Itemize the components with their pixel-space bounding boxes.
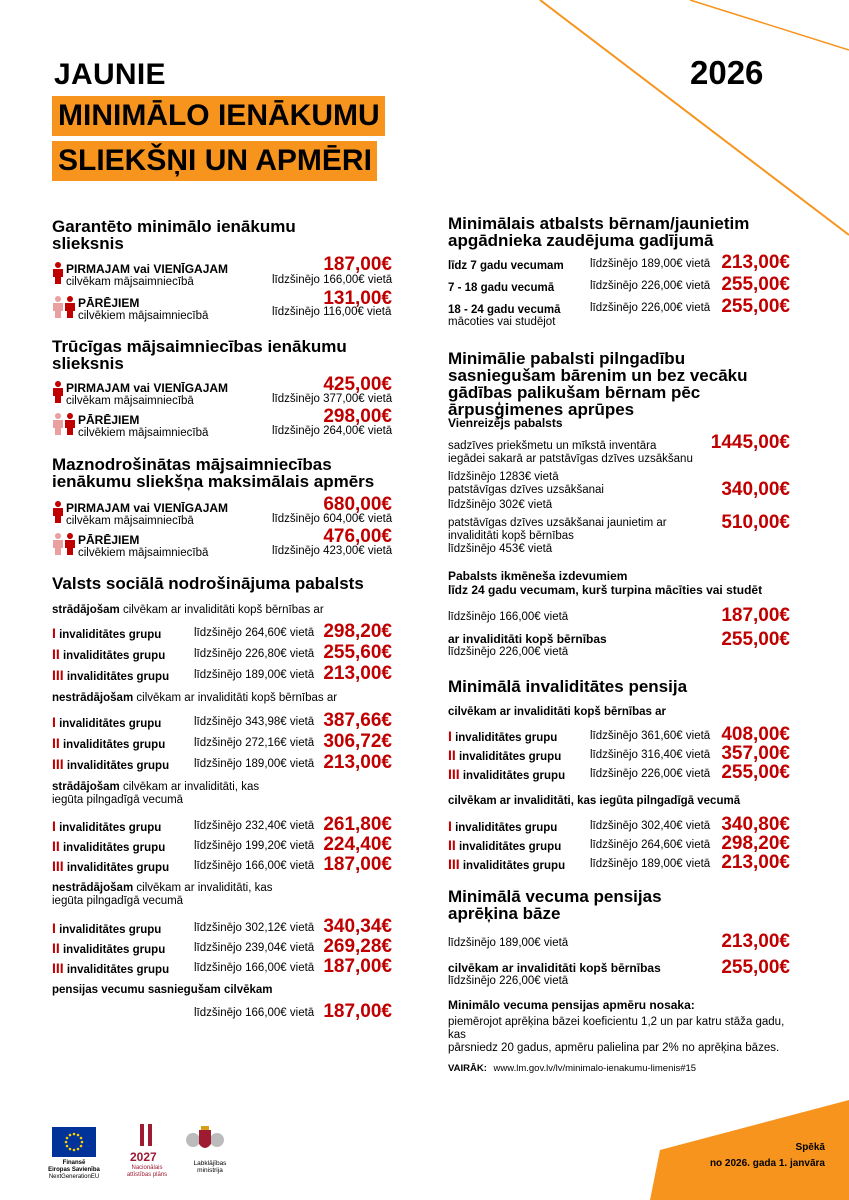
table-row: III invaliditātes grupu līdzšinējo 189,00€ vietā 213,00€ [52, 752, 392, 773]
disability-pension-group1-heading: cilvēkam ar invaliditāti kopš bērnības ar [448, 706, 666, 718]
person-icon [52, 501, 64, 528]
orphan-monthly1-value: 187,00€ [721, 605, 790, 626]
social-title: Valsts sociālā nodrošinājuma pabalsts [52, 574, 364, 593]
guaranteed-first: PIRMAJAM vai VIENĪGAJAM cilvēkam mājsaimniecībā [66, 262, 229, 288]
people-icon [52, 296, 76, 323]
orphan-item2-value: 340,00€ [721, 479, 790, 500]
table-row: II invaliditātes grupu līdzšinējo 199,20€ vietā 224,40€ [52, 834, 392, 855]
lowincome-first-value: 680,00€ [323, 494, 392, 515]
orphan-monthly-title: Pabalsts ikmēneša izdevumiem līdz 24 gadu vecumam, kurš turpina mācīties vai studēt [448, 569, 763, 597]
needy-other: PĀRĒJIEM cilvēkiem mājsaimniecībā [78, 413, 209, 439]
nap-year: 2027 [130, 1150, 157, 1164]
table-row: līdz 7 gadu vecumam līdzšinējo 189,00€ vietā 213,00€ [448, 252, 790, 273]
social-group3-heading: strādājošam cilvēkam ar invaliditāti, kas iegūta pilngadīgā vecumā [52, 781, 260, 806]
social-group5-prev: līdzšinējo 166,00€ vietā [194, 1007, 315, 1019]
social-group5-heading: pensijas vecumu sasniegušam cilvēkam [52, 984, 273, 996]
social-group2-rows [52, 710, 392, 777]
table-row: I invaliditātes grupu līdzšinējo 302,12€ vietā 340,34€ [52, 916, 392, 937]
child-row3-sub: mācoties vai studējot [448, 316, 556, 328]
guaranteed-other-value: 131,00€ [323, 288, 392, 309]
orphan-monthly1-prev: līdzšinējo 166,00€ vietā [448, 611, 569, 623]
orphan-title: Minimālie pabalsti pilngadību sasniegušam bārenim un bez vecāku gādības palikušam bērnam pēc ārpusģimenes aprūpes [448, 349, 748, 419]
orphan-item3-value: 510,00€ [721, 512, 790, 533]
table-row: II invaliditātes grupu līdzšinējo 264,60€ vietā 298,20€ [448, 833, 790, 854]
table-row: III invaliditātes grupu līdzšinējo 166,00€ vietā 187,00€ [52, 956, 392, 977]
oldage-note-title: Minimālo vecuma pensijas apmēru nosaka: [448, 998, 695, 1012]
needy-other-value: 298,00€ [323, 406, 392, 427]
table-row: II invaliditātes grupu līdzšinējo 272,16€ vietā 306,72€ [52, 731, 392, 752]
disability-pension-group2-heading: cilvēkam ar invaliditāti, kas iegūta pilngadīgā vecumā [448, 795, 741, 807]
title-line2: MINIMĀLO IENĀKUMU [52, 96, 385, 136]
orphan-item1-value: 1445,00€ [710, 432, 790, 453]
orphan-monthly2: ar invaliditāti kopš bērnības līdzšinējo 226,00€ vietā [448, 632, 607, 658]
table-row: I invaliditātes grupu līdzšinējo 302,40€ vietā 340,80€ [448, 814, 790, 835]
lowincome-other: PĀRĒJIEM cilvēkiem mājsaimniecībā [78, 533, 209, 559]
social-group1-rows [52, 621, 392, 688]
orphan-item2: patstāvīgas dzīves uzsākšanai līdzšinējo 302€ vietā [448, 484, 604, 511]
eu-logo-text: Finansē Eiropas Savienība NextGenerationEU [48, 1160, 100, 1180]
lowincome-first-prev: līdzšinējo 604,00€ vietā [272, 513, 393, 525]
lowincome-first: PIRMAJAM vai VIENĪGAJAM cilvēkam mājsaimniecībā [66, 501, 229, 527]
disability-pension-title: Minimālā invaliditātes pensija [448, 677, 688, 696]
table-row: I invaliditātes grupu līdzšinējo 361,60€ vietā 408,00€ [448, 724, 790, 745]
table-row: II invaliditātes grupu līdzšinējo 239,04€ vietā 269,28€ [52, 936, 392, 957]
oldage-note: piemērojot aprēķina bāzei koeficientu 1,2 un par katru stāža gadu, kas pārsniedz 20 gadus, apmēru palielina par 2% no aprēķina bāzes. [448, 1016, 785, 1054]
child-title: Minimālais atbalsts bērnam/jaunietim apgādnieka zaudējuma gadījumā [448, 214, 750, 250]
table-row: II invaliditātes grupu līdzšinējo 226,80€ vietā 255,60€ [52, 642, 392, 663]
disability-pension-group2-rows [448, 814, 790, 875]
needy-first-value: 425,00€ [323, 374, 392, 395]
table-row: I invaliditātes grupu līdzšinējo 264,60€ vietā 298,20€ [52, 621, 392, 642]
table-row: III invaliditātes grupu līdzšinējo 166,00€ vietā 187,00€ [52, 854, 392, 875]
oldage-title: Minimālā vecuma pensijas aprēķina bāze [448, 887, 662, 923]
disability-pension-group1-rows [448, 724, 790, 785]
table-row: III invaliditātes grupu līdzšinējo 226,00€ vietā 255,00€ [448, 762, 790, 783]
more-info-link[interactable]: www.lm.gov.lv/lv/minimalo-ienakumu-limenis#15 [493, 1063, 697, 1074]
coat-of-arms-icon [185, 1124, 225, 1156]
oldage-r2-value: 255,00€ [721, 957, 790, 978]
people-icon [52, 413, 76, 440]
needy-first: PIRMAJAM vai VIENĪGAJAM cilvēkam mājsaimniecībā [66, 381, 229, 407]
table-row: 18 - 24 gadu vecumā līdzšinējo 226,00€ vietā 255,00€ [448, 296, 790, 317]
orphan-monthly2-value: 255,00€ [721, 629, 790, 650]
social-group1-heading: strādājošam cilvēkam ar invaliditāti kopš bērnības ar [52, 604, 324, 616]
child-rows [448, 252, 790, 322]
more-info: VAIRĀK: www.lm.gov.lv/lv/minimalo-ienakumu-limenis#15 [448, 1063, 697, 1074]
nap-logo-text: Nacionālais attīstības plāns [126, 1165, 168, 1178]
table-row: II invaliditātes grupu līdzšinējo 316,40€ vietā 357,00€ [448, 743, 790, 764]
table-row: III invaliditātes grupu līdzšinējo 189,00€ vietā 213,00€ [448, 852, 790, 873]
ministry-name: Labklājības ministrija [193, 1160, 227, 1174]
needy-first-prev: līdzšinējo 377,00€ vietā [272, 393, 393, 405]
person-icon [52, 262, 64, 289]
oldage-r2: cilvēkam ar invaliditāti kopš bērnības līdzšinējo 226,00€ vietā [448, 961, 661, 987]
oldage-r1-value: 213,00€ [721, 931, 790, 952]
person-icon [52, 381, 64, 408]
table-row: III invaliditātes grupu līdzšinējo 189,00€ vietā 213,00€ [52, 663, 392, 684]
social-group5-value: 187,00€ [323, 1001, 392, 1022]
guaranteed-first-prev: līdzšinējo 166,00€ vietā [272, 274, 393, 286]
social-group3-rows [52, 814, 392, 878]
year: 2026 [690, 54, 764, 91]
guaranteed-other: PĀRĒJIEM cilvēkiem mājsaimniecībā [78, 296, 209, 322]
orphan-item1: sadzīves priekšmetu un mīkstā inventāra iegādei sakarā ar patstāvīgas dzīves uzsākšanu līdzšinējo 1283€ vietā [448, 440, 693, 483]
guaranteed-other-prev: līdzšinējo 116,00€ vietā [272, 306, 392, 318]
table-row: I invaliditātes grupu līdzšinējo 232,40€ vietā 261,80€ [52, 814, 392, 835]
guaranteed-title: Garantēto minimālo ienākumu slieksnis [52, 217, 296, 253]
eu-flag-icon [52, 1127, 96, 1157]
lowincome-other-prev: līdzšinējo 423,00€ vietā [272, 545, 393, 557]
guaranteed-first-value: 187,00€ [323, 254, 392, 275]
social-group4-rows [52, 916, 392, 980]
oldage-r1-prev: līdzšinējo 189,00€ vietā [448, 937, 569, 949]
lowincome-title: Maznodrošinātas mājsaimniecības ienākumu sliekšņa maksimālais apmērs [52, 455, 375, 491]
lowincome-other-value: 476,00€ [323, 526, 392, 547]
table-row: 7 - 18 gadu vecumā līdzšinējo 226,00€ vietā 255,00€ [448, 274, 790, 295]
needy-other-prev: līdzšinējo 264,00€ vietā [272, 425, 393, 437]
orphan-once-title: Vienreizējs pabalsts [448, 416, 563, 430]
needy-title: Trūcīgas mājsaimniecības ienākumu slieksnis [52, 337, 347, 373]
orphan-item3: patstāvīgas dzīves uzsākšanai jaunietim ar invaliditāti kopš bērnības līdzšinējo 453€ vietā [448, 517, 667, 555]
table-row: I invaliditātes grupu līdzšinējo 343,98€ vietā 387,66€ [52, 710, 392, 731]
nap-logo-icon [132, 1122, 162, 1150]
title-line3: SLIEKŠŅI UN APMĒRI [52, 141, 377, 181]
social-group4-heading: nestrādājošam cilvēkam ar invaliditāti, kas iegūta pilngadīgā vecumā [52, 882, 273, 907]
people-icon [52, 533, 76, 560]
valid-from: Spēkā no 2026. gada 1. janvāra [709, 1142, 825, 1169]
title-line1: JAUNIE [54, 58, 166, 91]
social-group2-heading: nestrādājošam cilvēkam ar invaliditāti kopš bērnības ar [52, 692, 338, 704]
